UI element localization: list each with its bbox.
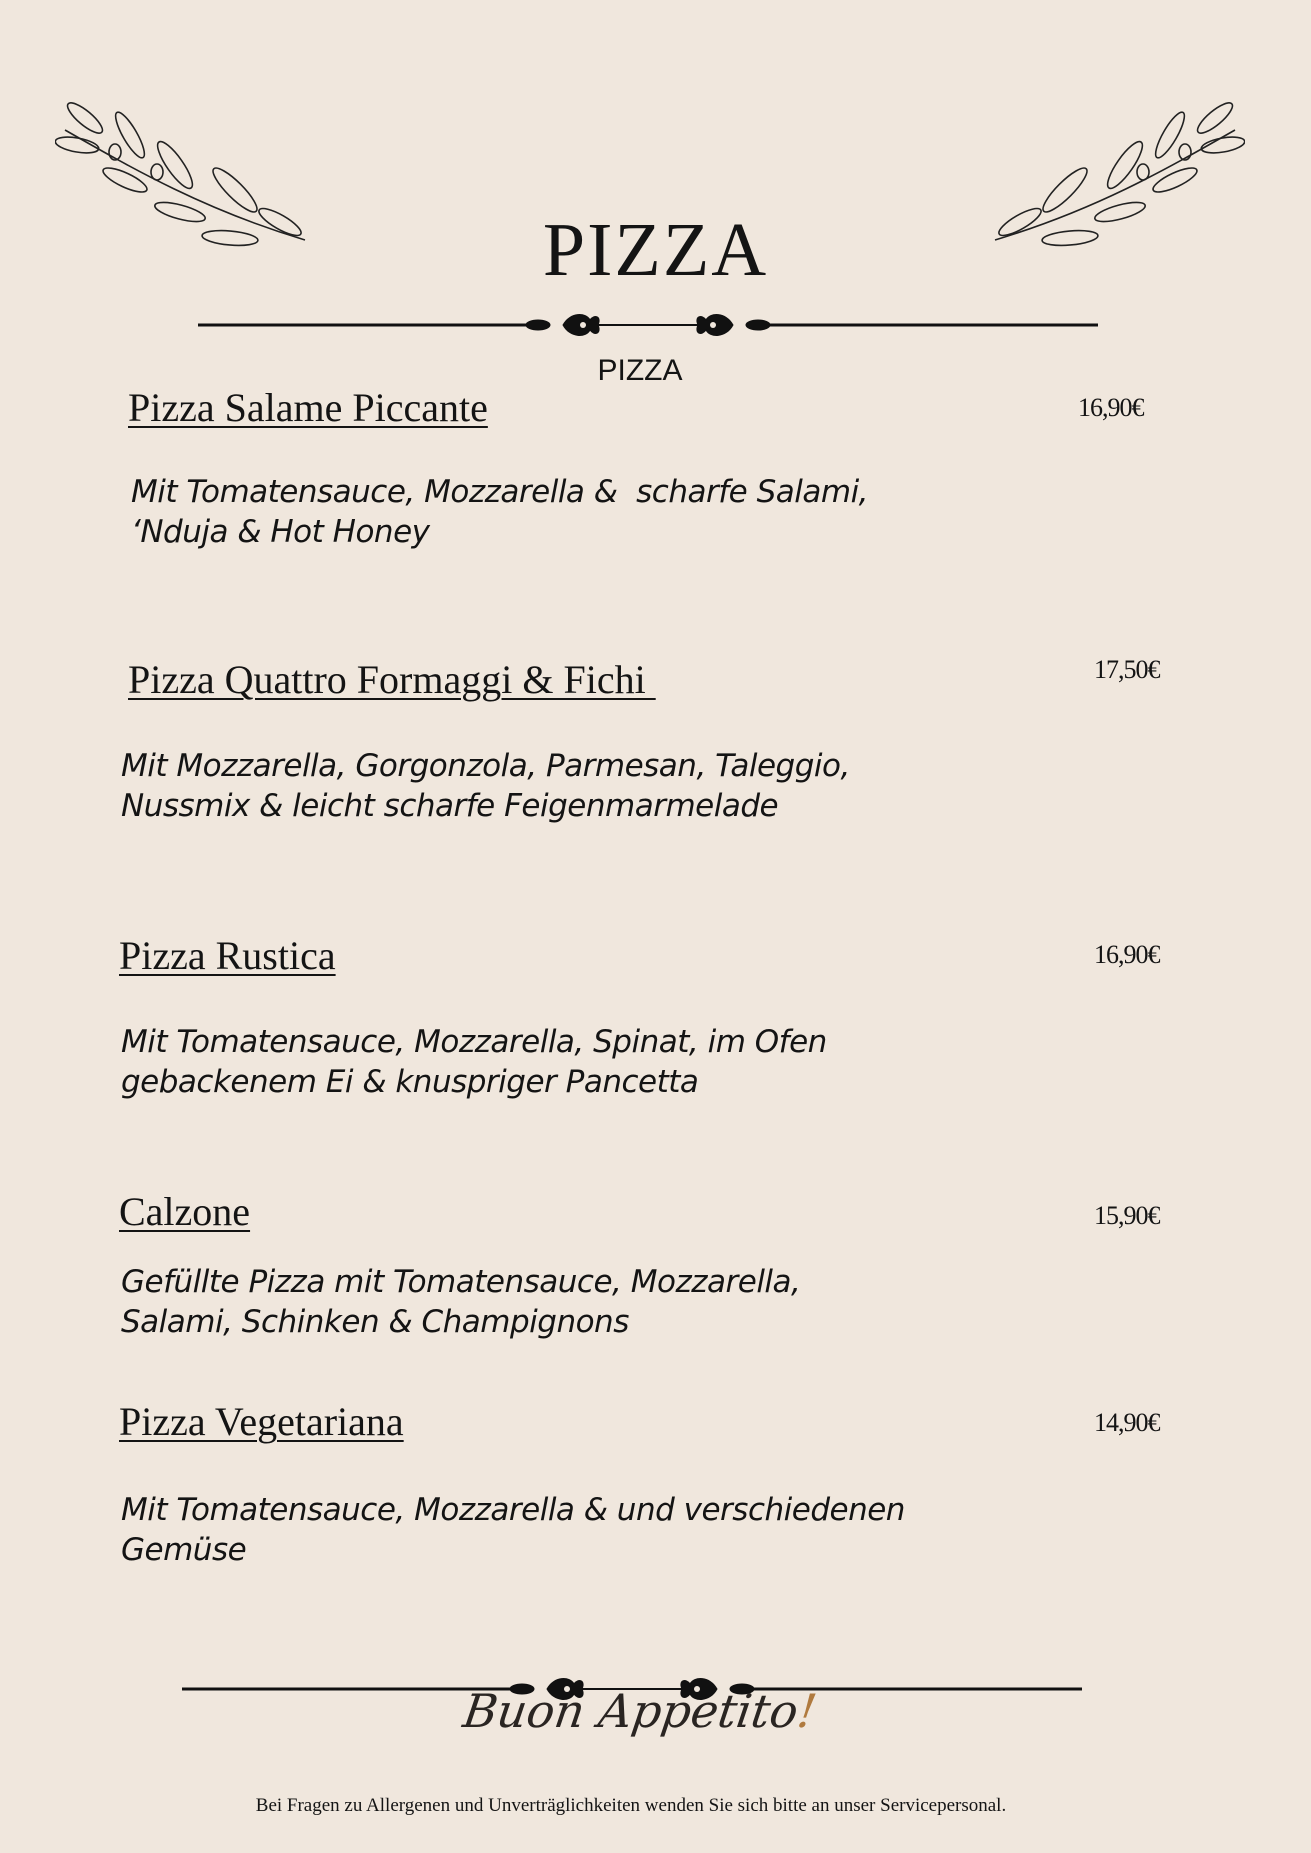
closing-greeting: Buon Appetito!	[459, 1684, 821, 1738]
section-subtitle: PIZZA	[597, 354, 683, 387]
ornamental-divider-top-icon	[198, 308, 1098, 342]
page-title: PIZZA	[542, 208, 769, 292]
allergen-note: Bei Fragen zu Allergenen und Unverträglichkeiten wenden Sie sich bitte an unser Servicepersonal.	[255, 1795, 1007, 1816]
menu-item-description: Mit Tomatensauce, Mozzarella, Spinat, im Ofen gebackenem Ei & knuspriger Pancetta	[121, 1024, 827, 1100]
menu-item-name: Pizza Rustica	[119, 933, 336, 978]
menu-item-name: Pizza Salame Piccante	[128, 385, 488, 430]
menu-item-price: 14,90€	[1094, 1408, 1160, 1437]
menu-item-description: Gefüllte Pizza mit Tomatensauce, Mozzarella, Salami, Schinken & Champignons	[121, 1264, 801, 1340]
menu-item-price: 16,90€	[1078, 393, 1144, 422]
menu-item-price: 17,50€	[1094, 655, 1160, 684]
menu-item-name: Calzone	[119, 1189, 251, 1234]
menu-item-name: Pizza Quattro Formaggi & Fichi	[128, 657, 656, 702]
menu-item-description: Mit Tomatensauce, Mozzarella & und verschiedenen Gemüse	[121, 1492, 905, 1568]
menu-item-price: 15,90€	[1094, 1201, 1160, 1230]
menu-item-description: Mit Mozzarella, Gorgonzola, Parmesan, Taleggio, Nussmix & leicht scharfe Feigenmarmelade	[121, 748, 850, 824]
menu-item-name: Pizza Vegetariana	[119, 1399, 404, 1444]
menu-item-price: 16,90€	[1094, 940, 1160, 969]
menu-item-description: Mit Tomatensauce, Mozzarella & scharfe Salami, ‘Nduja & Hot Honey	[131, 474, 869, 550]
